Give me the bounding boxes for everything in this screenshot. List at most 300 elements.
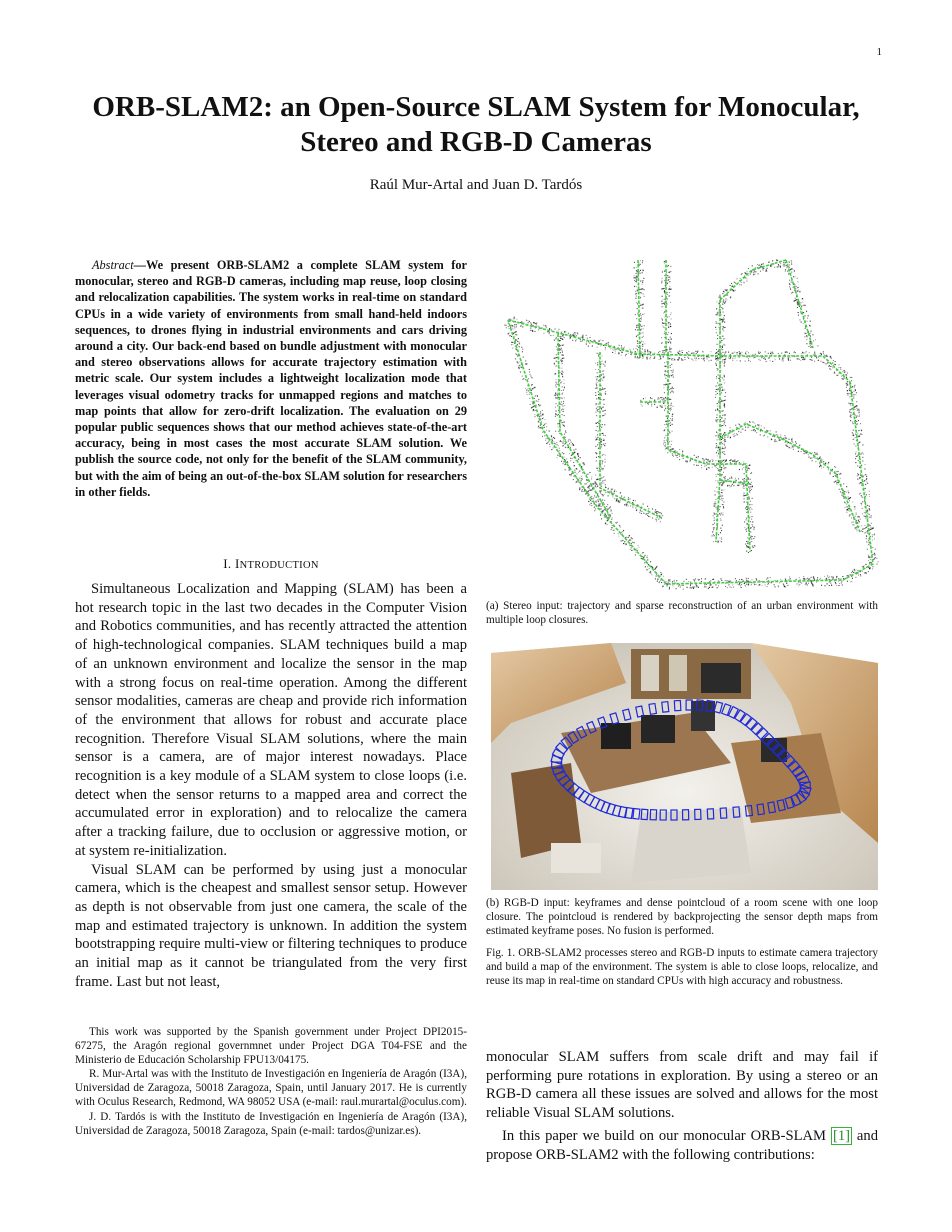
map-point (715, 327, 716, 328)
map-point (616, 523, 617, 524)
map-point (745, 544, 746, 545)
map-point (847, 385, 848, 386)
map-point (824, 585, 825, 586)
map-point (519, 368, 520, 369)
map-point (670, 365, 671, 366)
map-point (723, 301, 724, 302)
map-point (621, 540, 622, 541)
map-point (661, 303, 662, 304)
map-point (770, 353, 771, 354)
map-point (650, 561, 651, 562)
map-point (780, 579, 781, 580)
map-point (728, 352, 729, 353)
map-point (868, 560, 869, 561)
map-point (724, 439, 725, 440)
map-point (834, 482, 835, 483)
map-point (749, 492, 750, 493)
map-point (718, 585, 719, 586)
map-point (828, 463, 829, 464)
map-point (724, 422, 725, 423)
map-point (555, 379, 556, 380)
map-point (856, 529, 857, 530)
map-point (716, 365, 717, 366)
map-point (724, 322, 725, 323)
map-point (857, 433, 858, 434)
map-point (550, 446, 551, 447)
map-point (596, 379, 597, 380)
map-point (526, 390, 527, 391)
map-point (608, 495, 609, 496)
map-point (844, 501, 845, 502)
map-point (683, 589, 684, 590)
map-point (701, 355, 702, 356)
map-point (751, 539, 752, 540)
map-point (732, 461, 733, 462)
map-point (694, 455, 695, 456)
map-point (853, 394, 854, 395)
map-point (745, 422, 746, 423)
map-point (517, 361, 518, 362)
map-point (849, 515, 850, 516)
map-point (721, 340, 722, 341)
map-point (603, 415, 604, 416)
map-point (870, 525, 871, 526)
map-point (717, 439, 718, 440)
map-point (543, 425, 544, 426)
map-point (664, 437, 665, 438)
map-point (694, 580, 695, 581)
map-point (673, 360, 674, 361)
map-point (860, 493, 861, 494)
map-point (789, 262, 790, 263)
map-point (514, 336, 515, 337)
map-point (767, 436, 768, 437)
map-point (586, 483, 587, 484)
map-point (716, 329, 717, 330)
map-point (586, 344, 587, 345)
map-point (750, 536, 751, 537)
map-point (522, 349, 523, 350)
map-point (748, 479, 749, 480)
map-point (857, 479, 858, 480)
map-point (597, 422, 598, 423)
map-point (525, 379, 526, 380)
map-point (840, 478, 841, 479)
map-point (656, 520, 657, 521)
map-point (633, 500, 634, 501)
map-point (821, 354, 822, 355)
map-point (824, 355, 825, 356)
map-point (862, 452, 863, 453)
map-point (751, 504, 752, 505)
map-point (844, 370, 845, 371)
map-point (664, 442, 665, 443)
map-point (573, 479, 574, 480)
map-point (608, 509, 609, 510)
map-point (602, 462, 603, 463)
map-point (707, 583, 708, 584)
map-point (564, 383, 565, 384)
paper-title: ORB-SLAM2: an Open-Source SLAM System for Monocular, Stereo and RGB-D Cameras (92, 91, 860, 158)
map-point (718, 534, 719, 535)
map-point (596, 415, 597, 416)
map-point (755, 354, 756, 355)
map-point (605, 510, 606, 511)
map-point (817, 577, 818, 578)
map-point (725, 447, 726, 448)
map-point (838, 375, 839, 376)
map-point (597, 353, 598, 354)
map-point (744, 493, 745, 494)
map-point (620, 527, 621, 528)
map-point (816, 453, 817, 454)
map-point (560, 456, 561, 457)
map-point (672, 358, 673, 359)
map-point (654, 358, 655, 359)
map-point (668, 387, 669, 388)
map-point (752, 526, 753, 527)
map-point (730, 586, 731, 587)
map-point (847, 384, 848, 385)
map-point (868, 544, 869, 545)
map-point (718, 358, 719, 359)
map-point (749, 517, 750, 518)
map-point (860, 519, 861, 520)
map-point (859, 483, 860, 484)
map-point (610, 348, 611, 349)
map-point (846, 486, 847, 487)
map-point (632, 538, 633, 539)
map-point (719, 400, 720, 401)
map-point (757, 264, 758, 265)
map-point (664, 374, 665, 375)
map-point (565, 331, 566, 332)
map-point (596, 501, 597, 502)
map-point (862, 531, 863, 532)
map-point (598, 456, 599, 457)
map-point (785, 263, 786, 264)
map-point (792, 442, 793, 443)
map-point (560, 372, 561, 373)
map-point (606, 506, 607, 507)
map-point (642, 355, 643, 356)
map-point (851, 380, 852, 381)
map-point (597, 376, 598, 377)
map-point (716, 452, 717, 453)
map-point (797, 278, 798, 279)
map-point (784, 435, 785, 436)
map-point (724, 362, 725, 363)
map-point (851, 417, 852, 418)
map-point (740, 432, 741, 433)
map-point (802, 359, 803, 360)
map-point (719, 391, 720, 392)
map-point (724, 460, 725, 461)
map-point (596, 487, 597, 488)
map-point (713, 503, 714, 504)
map-point (856, 527, 857, 528)
map-point (671, 333, 672, 334)
map-point (695, 360, 696, 361)
map-point (663, 323, 664, 324)
map-point (638, 312, 639, 313)
map-point (862, 508, 863, 509)
map-point (636, 548, 637, 549)
map-point (810, 325, 811, 326)
map-point (741, 284, 742, 285)
map-point (508, 326, 509, 327)
map-point (721, 475, 722, 476)
map-point (651, 405, 652, 406)
map-point (864, 468, 865, 469)
map-point (668, 277, 669, 278)
map-point (806, 579, 807, 580)
map-point (639, 292, 640, 293)
map-point (794, 351, 795, 352)
map-point (820, 456, 821, 457)
map-point (839, 583, 840, 584)
map-point (767, 584, 768, 585)
map-point (532, 330, 533, 331)
map-point (717, 406, 718, 407)
map-point (683, 585, 684, 586)
map-point (659, 405, 660, 406)
map-point (630, 506, 631, 507)
map-point (557, 393, 558, 394)
map-point (709, 587, 710, 588)
map-point (636, 325, 637, 326)
map-point (744, 495, 745, 496)
map-point (662, 342, 663, 343)
map-point (864, 528, 865, 529)
map-point (522, 379, 523, 380)
map-point (872, 566, 873, 567)
map-point (554, 373, 555, 374)
map-point (603, 440, 604, 441)
map-point (737, 278, 738, 279)
map-point (862, 497, 863, 498)
map-point (849, 508, 850, 509)
map-point (832, 579, 833, 580)
map-point (530, 376, 531, 377)
map-point (562, 452, 563, 453)
map-point (642, 332, 643, 333)
map-point (669, 432, 670, 433)
map-point (777, 267, 778, 268)
map-point (662, 352, 663, 353)
map-point (596, 497, 597, 498)
map-point (721, 498, 722, 499)
map-point (872, 528, 873, 529)
map-point (668, 272, 669, 273)
map-point (583, 491, 584, 492)
map-point (672, 372, 673, 373)
map-point (750, 537, 751, 538)
map-point (670, 302, 671, 303)
map-point (576, 469, 577, 470)
map-point (871, 515, 872, 516)
map-point (656, 513, 657, 514)
map-point (573, 335, 574, 336)
map-point (720, 528, 721, 529)
map-point (723, 490, 724, 491)
map-point (801, 353, 802, 354)
map-point (664, 311, 665, 312)
map-point (858, 446, 859, 447)
map-point (659, 515, 660, 516)
map-point (602, 380, 603, 381)
map-point (859, 435, 860, 436)
map-point (602, 433, 603, 434)
map-point (865, 484, 866, 485)
map-point (723, 468, 724, 469)
map-point (874, 538, 875, 539)
map-point (676, 452, 677, 453)
map-point (840, 367, 841, 368)
map-point (689, 461, 690, 462)
map-point (616, 501, 617, 502)
map-point (561, 338, 562, 339)
map-point (784, 442, 785, 443)
map-point (669, 279, 670, 280)
map-point (657, 407, 658, 408)
map-point (676, 588, 677, 589)
map-point (578, 472, 579, 473)
map-point (563, 345, 564, 346)
map-point (604, 504, 605, 505)
map-point (717, 587, 718, 588)
map-point (556, 383, 557, 384)
map-point (621, 355, 622, 356)
map-point (598, 471, 599, 472)
map-point (683, 581, 684, 582)
map-point (662, 323, 663, 324)
map-point (860, 473, 861, 474)
map-point (715, 503, 716, 504)
map-point (734, 460, 735, 461)
map-point (852, 578, 853, 579)
map-point (598, 501, 599, 502)
map-point (853, 423, 854, 424)
map-point (555, 329, 556, 330)
map-point (621, 345, 622, 346)
map-point (763, 268, 764, 269)
map-point (548, 441, 549, 442)
map-point (515, 332, 516, 333)
map-point (546, 423, 547, 424)
map-point (696, 465, 697, 466)
map-point (750, 501, 751, 502)
map-point (830, 366, 831, 367)
map-point (645, 567, 646, 568)
map-point (641, 513, 642, 514)
map-point (714, 514, 715, 515)
map-point (569, 443, 570, 444)
map-point (578, 482, 579, 483)
map-point (562, 345, 563, 346)
map-point (540, 413, 541, 414)
map-point (814, 452, 815, 453)
map-point (722, 329, 723, 330)
map-point (664, 362, 665, 363)
map-point (743, 580, 744, 581)
map-point (854, 443, 855, 444)
map-point (558, 382, 559, 383)
map-point (745, 586, 746, 587)
map-point (796, 579, 797, 580)
map-point (779, 439, 780, 440)
map-point (715, 513, 716, 514)
map-point (607, 508, 608, 509)
map-point (649, 516, 650, 517)
map-point (672, 585, 673, 586)
map-point (716, 447, 717, 448)
map-point (722, 461, 723, 462)
map-point (725, 298, 726, 299)
map-point (724, 415, 725, 416)
map-point (724, 365, 725, 366)
map-point (635, 552, 636, 553)
map-point (763, 358, 764, 359)
map-point (775, 439, 776, 440)
map-point (723, 326, 724, 327)
map-point (559, 340, 560, 341)
map-point (723, 453, 724, 454)
map-point (671, 338, 672, 339)
map-point (552, 440, 553, 441)
map-point (704, 466, 705, 467)
map-point (662, 301, 663, 302)
map-point (731, 283, 732, 284)
map-point (521, 367, 522, 368)
map-point (847, 390, 848, 391)
map-point (811, 357, 812, 358)
map-point (782, 358, 783, 359)
map-point (665, 408, 666, 409)
map-point (529, 394, 530, 395)
map-point (852, 571, 853, 572)
map-point (755, 425, 756, 426)
map-point (520, 372, 521, 373)
map-point (754, 536, 755, 537)
map-point (737, 460, 738, 461)
map-point (562, 358, 563, 359)
map-point (634, 277, 635, 278)
map-point (719, 295, 720, 296)
map-point (635, 291, 636, 292)
map-point (797, 302, 798, 303)
map-point (721, 513, 722, 514)
map-point (803, 305, 804, 306)
citation-link[interactable]: [1] (832, 1127, 850, 1144)
map-point (622, 498, 623, 499)
map-point (806, 583, 807, 584)
map-point (875, 549, 876, 550)
map-point (672, 581, 673, 582)
map-point (530, 322, 531, 323)
map-point (860, 423, 861, 424)
map-point (603, 376, 604, 377)
map-point (669, 292, 670, 293)
section-numeral: I. (223, 556, 235, 571)
map-point (532, 331, 533, 332)
map-point (827, 575, 828, 576)
map-point (603, 377, 604, 378)
map-point (688, 351, 689, 352)
map-point (594, 510, 595, 511)
map-point (761, 425, 762, 426)
map-point (623, 540, 624, 541)
